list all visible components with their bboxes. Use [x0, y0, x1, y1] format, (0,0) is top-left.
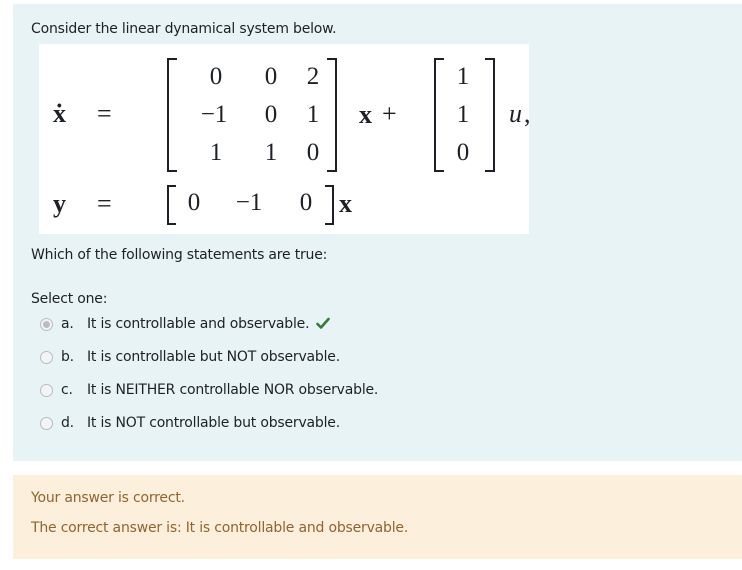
matrix-a-cell: 1	[209, 139, 223, 166]
input-symbol: u	[509, 99, 522, 128]
matrix-c-left-bracket	[167, 185, 176, 225]
matrix-a-cell: −1	[200, 101, 228, 128]
matrix-b-cell: 0	[456, 139, 470, 166]
question-prompt: Which of the following statements are true:	[31, 247, 328, 263]
matrix-b-cell: 1	[456, 63, 470, 90]
matrix-a-right-bracket	[327, 58, 337, 172]
option-text: It is controllable and observable.	[87, 316, 310, 332]
matrix-b-cell: 1	[456, 101, 470, 128]
radio-button-b[interactable]	[40, 351, 53, 364]
option-letter: c.	[61, 382, 73, 398]
matrix-a-cell: 0	[264, 63, 278, 90]
select-one-label: Select one:	[31, 291, 108, 307]
state-space-equation	[39, 44, 529, 234]
feedback-status: Your answer is correct.	[31, 490, 185, 506]
radio-button-c[interactable]	[40, 384, 53, 397]
matrix-a-cell: 0	[264, 101, 278, 128]
feedback-panel	[13, 475, 742, 559]
matrix-b-left-bracket	[434, 58, 444, 172]
correct-answer-text: The correct answer is: It is controllable and observable.	[31, 520, 409, 536]
option-text-wrapper	[87, 316, 330, 332]
output-symbol: y	[53, 189, 66, 218]
matrix-c-right-bracket	[325, 185, 334, 225]
matrix-a-left-bracket	[167, 58, 177, 172]
option-text: It is controllable but NOT observable.	[87, 349, 340, 365]
state-derivative-symbol: ẋ	[53, 99, 66, 128]
matrix-a-cell: 0	[209, 63, 223, 90]
matrix-c-cell: 0	[299, 189, 313, 216]
matrix-c-cell: 0	[187, 189, 201, 216]
option-text: It is NEITHER controllable NOR observable.	[87, 382, 379, 398]
radio-button-a[interactable]	[40, 318, 53, 331]
question-intro: Consider the linear dynamical system below.	[31, 21, 337, 37]
option-letter: d.	[61, 415, 74, 431]
answer-option-a[interactable]	[40, 316, 370, 336]
matrix-a-cell: 1	[306, 101, 320, 128]
answer-option-b[interactable]	[40, 349, 370, 369]
answer-option-c[interactable]	[40, 382, 380, 402]
state-vector-symbol-output: x	[339, 189, 352, 218]
question-panel	[13, 4, 742, 461]
option-letter: b.	[61, 349, 74, 365]
state-vector-symbol: x	[359, 100, 372, 129]
equation-comma: ,	[524, 99, 531, 128]
matrix-a-cell: 2	[306, 63, 320, 90]
matrix-a-cell: 1	[264, 139, 278, 166]
equals-sign-state: =	[97, 99, 112, 128]
plus-sign: +	[382, 99, 397, 128]
answer-option-d[interactable]	[40, 415, 370, 435]
matrix-b-right-bracket	[485, 58, 495, 172]
check-icon	[316, 317, 330, 330]
matrix-c-cell: −1	[235, 189, 263, 216]
option-letter: a.	[61, 316, 74, 332]
option-text: It is NOT controllable but observable.	[87, 415, 340, 431]
radio-button-d[interactable]	[40, 417, 53, 430]
matrix-a-cell: 0	[306, 139, 320, 166]
equals-sign-output: =	[97, 189, 112, 218]
